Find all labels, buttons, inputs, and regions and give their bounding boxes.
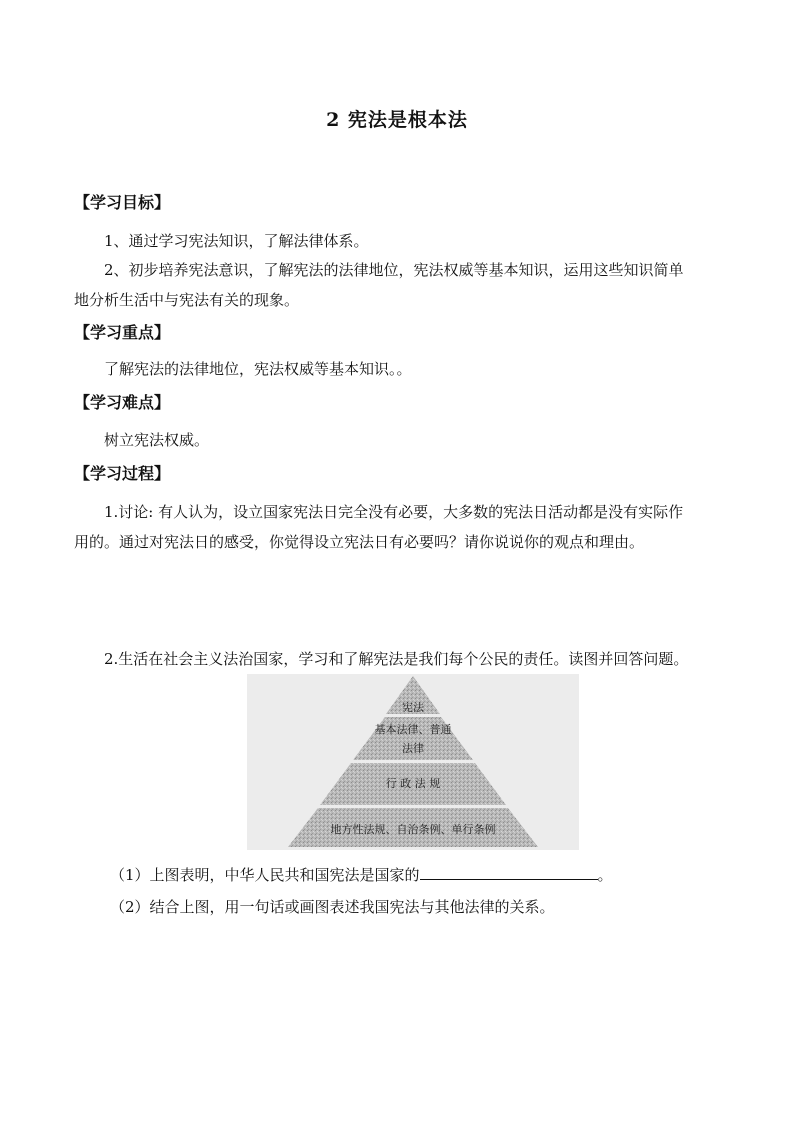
sub-question-1-end: 。 (597, 866, 613, 884)
question-1a-text: 1.讨论: 有人认为，设立国家宪法日完全没有必要，大多数的宪法日活动都是没有实际作 (104, 503, 684, 521)
page-title: 2 宪法是根本法 (326, 109, 468, 131)
pyramid-label-laws: 法律 (402, 742, 424, 755)
answer-blank[interactable] (420, 865, 598, 880)
question-1b: 用的。通过对宪法日的感受，你觉得设立宪法日有必要吗？请你说说你的观点和理由。 (74, 533, 645, 551)
pyramid-svg (247, 674, 579, 850)
heading-goals: 【学习目标】 (74, 193, 171, 212)
sub-question-1 (110, 864, 613, 885)
goal-line-1-text: 1、通过学习宪法知识，了解法律体系。 (104, 232, 369, 250)
goal-line-2a-text: 2、初步培养宪法意识，了解宪法的法律地位，宪法权威等基本知识，运用这些知识简单 (104, 261, 684, 279)
question-2 (74, 644, 724, 675)
heading-difficulty: 【学习难点】 (74, 393, 171, 412)
goal-line-2b: 地分析生活中与宪法有关的现象。 (74, 291, 300, 309)
pyramid-label-admin-regulations: 行 政 法 规 (385, 777, 441, 790)
heading-key: 【学习重点】 (74, 323, 171, 342)
goal-line-2a (74, 255, 724, 286)
key-text (74, 354, 724, 385)
goal-line-1 (74, 226, 724, 257)
key-text-content: 了解宪法的法律地位，宪法权威等基本知识。。 (104, 360, 412, 378)
sub-question-2: （2）结合上图，用一句话或画图表述我国宪法与其他法律的关系。 (110, 898, 555, 916)
pyramid-label-constitution: 宪法 (402, 701, 424, 714)
pyramid-label-local-regulations: 地方性法规、自治条例、单行条例 (330, 823, 496, 836)
difficulty-text (74, 425, 724, 456)
sub-question-1-text: （1）上图表明，中华人民共和国宪法是国家的 (110, 866, 420, 884)
pyramid-figure (247, 674, 579, 850)
question-1a (74, 497, 724, 528)
question-2-text: 2.生活在社会主义法治国家，学习和了解宪法是我们每个公民的责任。读图并回答问题。 (104, 650, 689, 668)
difficulty-text-content: 树立宪法权威。 (104, 431, 210, 449)
pyramid-label-basic-laws: 基本法律、普通 (374, 723, 452, 736)
heading-process: 【学习过程】 (74, 464, 171, 483)
